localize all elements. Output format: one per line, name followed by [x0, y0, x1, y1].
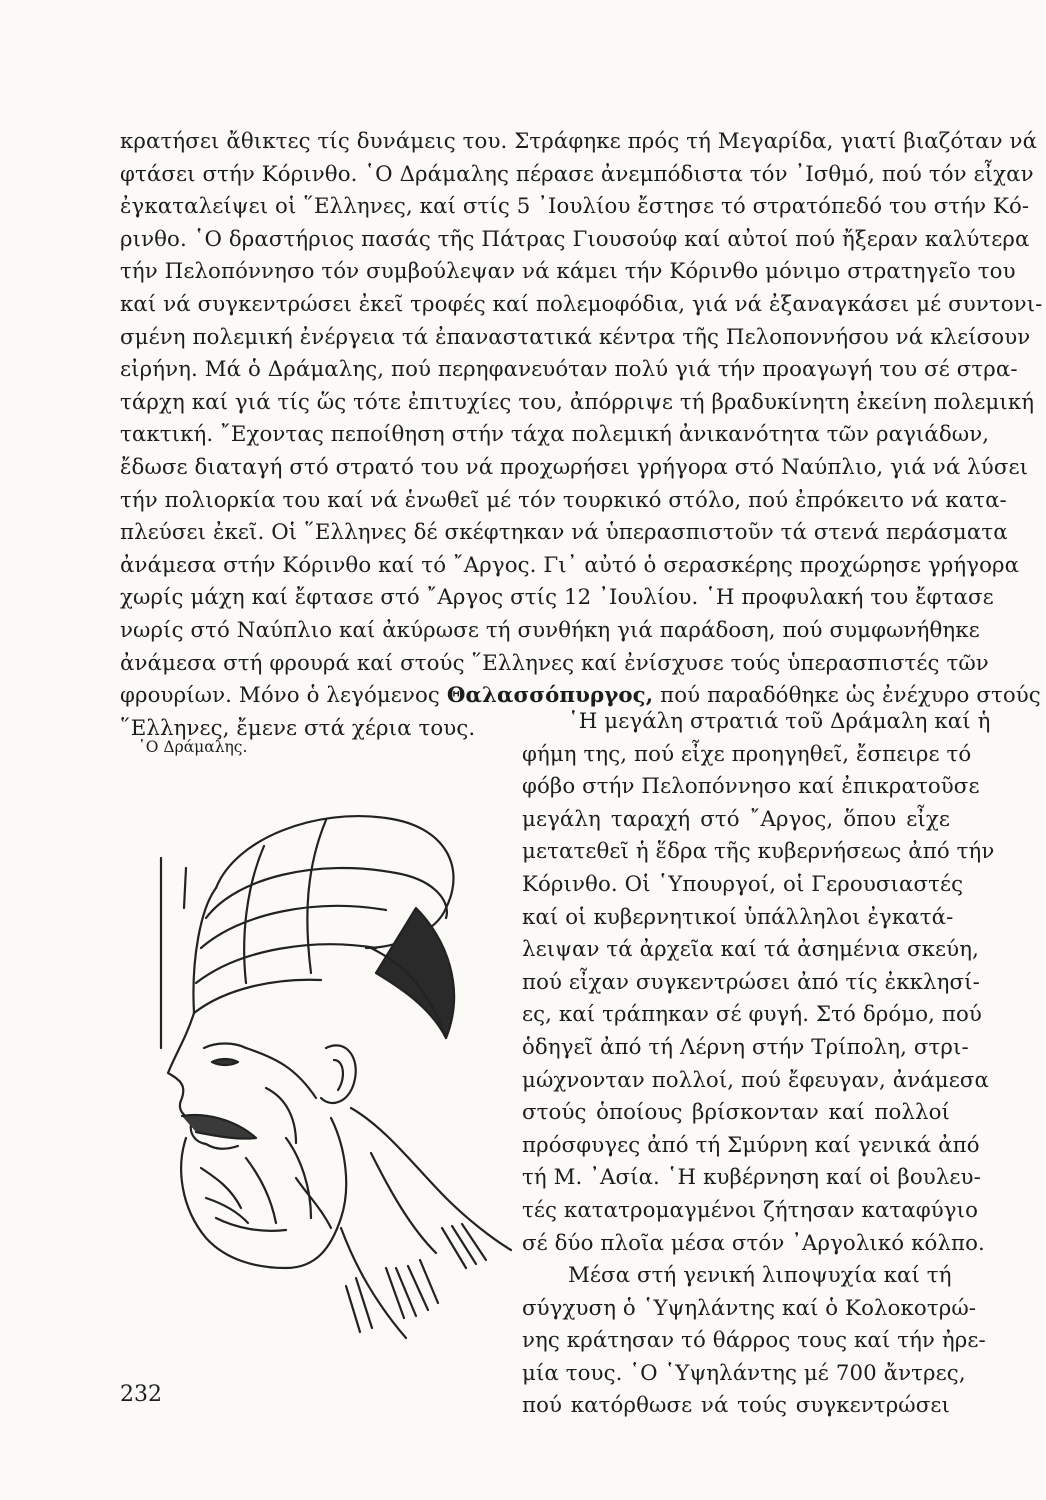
- text-line: χωρίς μάχη καί ἔφτασε στό ῎Αργος στίς 12 ᾿Ιουλίου. ῾Η προφυλακή του ἔφτασε: [120, 585, 994, 611]
- text-line: ἐγκαταλείψει οἱ ῞Ελληνες, καί στίς 5 ᾿Ιουλίου ἔστησε τό στρατόπεδό του στήν Κό-: [120, 194, 1030, 220]
- text-line: ρινθο. ῾Ο δραστήριος πασάς τῆς Πάτρας Γιουσούφ καί αὐτοί πού ἤξεραν καλύτερα: [120, 226, 1030, 252]
- text-line: καί οἱ κυβερνητικοί ὑπάλληλοι ἐγκατά-: [522, 904, 954, 930]
- text-line: ἀνάμεσα στή φρουρά καί στούς ῞Ελληνες καί ἐνίσχυσε τούς ὑπερασπιστές τῶν: [120, 650, 989, 676]
- text-line: τήν πολιορκία του καί νά ἑνωθεῖ μέ τόν τουρκικό στόλο, πού ἐπρόκειτο νά κατα-: [120, 487, 1007, 513]
- text-line: κρατήσει ἄθικτες τίς δυνάμεις του. Στράφηκε πρός τή Μεγαρίδα, γιατί βιαζόταν νά: [120, 129, 1038, 154]
- text-line: ῞Ελληνες, ἔμενε στά χέρια τους.: [120, 715, 476, 741]
- text-line: τήν Πελοπόννησο τόν συμβούλεψαν νά κάμει τήν Κόρινθο μόνιμο στρατηγεῖο του: [120, 259, 1016, 285]
- text-line: ἀνάμεσα στήν Κόρινθο καί τό ῎Αργος. Γι᾿ αὐτό ὁ σερασκέρης προχώρησε γρήγορα: [120, 552, 1020, 578]
- figure-caption: ῾Ο Δράμαλης.: [138, 738, 248, 756]
- text-run: φρουρίων. Μόνο ὁ λεγόμενος: [120, 683, 447, 709]
- text-line: καί νά συγκεντρώσει ἐκεῖ τροφές καί πολεμοφόδια, γιά νά ἐξαναγκάσει μέ συντονι-: [120, 291, 1043, 317]
- text-line: στούς ὁποίους βρίσκονταν καί πολλοί: [522, 1100, 950, 1126]
- bold-term: Θαλασσόπυργος,: [446, 683, 654, 709]
- text-run: πού παραδόθηκε ὡς ἐνέχυρο στούς: [653, 683, 1041, 709]
- text-line: σύγχυση ὁ ῾Υψηλάντης καί ὁ Κολοκοτρώ-: [522, 1295, 977, 1321]
- page-number: 232: [120, 1382, 162, 1407]
- text-line: ἔδωσε διαταγή στό στρατό του νά προχωρήσει γρήγορα στό Ναύπλιο, γιά νά λύσει: [120, 454, 1029, 480]
- text-line: μεγάλη ταραχή στό ῎Αργος, ὅπου εἶχε: [522, 806, 950, 832]
- text-line: Κόρινθο. Οἱ ῾Υπουργοί, οἱ Γερουσιαστές: [522, 871, 964, 897]
- text-line: μετατεθεῖ ἡ ἕδρα τῆς κυβερνήσεως ἀπό τήν: [522, 839, 995, 865]
- text-line: φόβο στήν Πελοπόννησο καί ἐπικρατοῦσε: [522, 774, 980, 800]
- text-line: λειψαν τά ἀρχεῖα καί τά ἀσημένια σκεύη,: [522, 937, 979, 963]
- text-line: πρόσφυγες ἀπό τή Σμύρνη καί γενικά ἀπό: [522, 1132, 980, 1158]
- portrait-illustration: [146, 798, 518, 1358]
- text-line: μώχνονταν πολλοί, πού ἔφευγαν, ἀνάμεσα: [522, 1067, 989, 1093]
- text-line: ὁδηγεῖ ἀπό τή Λέρνη στήν Τρίπολη, στρι-: [522, 1034, 969, 1060]
- text-line: τακτική. ῎Εχοντας πεποίθηση στήν τάχα πολεμική ἀνικανότητα τῶν ραγιάδων,: [120, 422, 990, 448]
- text-line: Μέσα στή γενική λιποψυχία καί τή: [568, 1263, 952, 1289]
- text-line: πού εἶχαν συγκεντρώσει ἀπό τίς ἐκκλησί-: [522, 969, 980, 995]
- text-line: τάρχη καί γιά τίς ὥς τότε ἐπιτυχίες του, ἀπόρριψε τή βραδυκίνητη ἐκείνη πολεμική: [120, 389, 1035, 415]
- text-line: πλεύσει ἐκεῖ. Οἱ ῞Ελληνες δέ σκέφτηκαν νά ὑπερασπιστοῦν τά στενά περάσματα: [120, 520, 1008, 546]
- text-line: νης κράτησαν τό θάρρος τους καί τήν ἠρε-: [522, 1328, 986, 1354]
- text-line: σέ δύο πλοῖα μέσα στόν ᾿Αργολικό κόλπο.: [522, 1230, 985, 1256]
- text-line: εἰρήνη. Μά ὁ Δράμαλης, πού περηφανευόταν πολύ γιά τήν προαγωγή του σέ στρα-: [120, 357, 1018, 383]
- text-line: ῾Η μεγάλη στρατιά τοῦ Δράμαλη καί ἡ: [568, 709, 991, 734]
- text-line: νωρίς στό Ναύπλιο καί ἀκύρωσε τή συνθήκη γιά παράδοση, πού συμφωνήθηκε: [120, 617, 980, 643]
- text-line: ες, καί τράπηκαν σέ φυγή. Στό δρόμο, πού: [522, 1002, 982, 1028]
- text-line: τή Μ. ᾿Ασία. ῾Η κυβέρνηση καί οἱ βουλευ-: [522, 1165, 981, 1191]
- side-paragraph: [522, 706, 995, 1423]
- text-line: σμένη πολεμική ἐνέργεια τά ἐπαναστατικά κέντρα τῆς Πελοποννήσου νά κλείσουν: [120, 324, 1031, 350]
- text-line: μία τους. ῾Ο ῾Υψηλάντης μέ 700 ἄντρες,: [522, 1360, 966, 1386]
- text-line: φτάσει στήν Κόρινθο. ῾Ο Δράμαλης πέρασε ἀνεμπόδιστα τόν ᾿Ισθμό, πού τόν εἶχαν: [120, 161, 1034, 187]
- text-line: τές κατατρομαγμένοι ζήτησαν καταφύγιο: [522, 1197, 978, 1223]
- text-line: πού κατόρθωσε νά τούς συγκεντρώσει: [522, 1393, 950, 1419]
- main-paragraph: [120, 126, 1043, 745]
- text-line: φήμη της, πού εἶχε προηγηθεῖ, ἔσπειρε τό: [522, 741, 972, 767]
